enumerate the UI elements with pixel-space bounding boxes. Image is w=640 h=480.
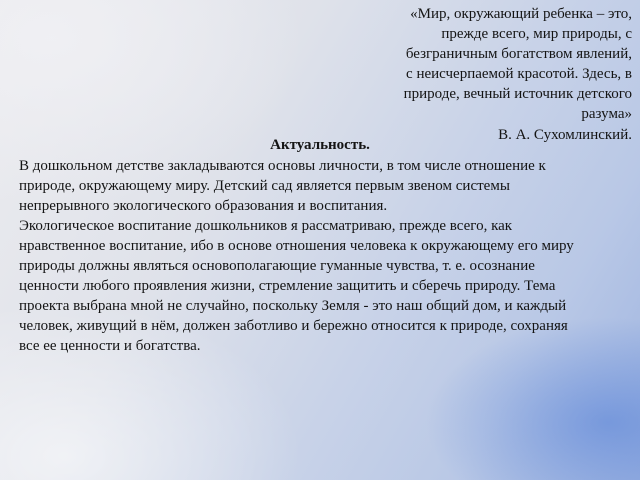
paragraph-line: В дошкольном детстве закладываются основы личности, в том числе отношение к (19, 158, 546, 174)
epigraph-line: с неисчерпаемой красотой. Здесь, в (406, 66, 632, 82)
epigraph-author: В. А. Сухомлинский. (498, 127, 632, 143)
paragraph-line: ценности любого проявления жизни, стремление защитить и сберечь природу. Тема (19, 278, 556, 294)
paragraph-line: все ее ценности и богатства. (19, 338, 201, 354)
paragraph-line: проекта выбрана мной не случайно, поскольку Земля - это наш общий дом, и каждый (19, 298, 567, 314)
paragraph-line: Экологическое воспитание дошкольников я рассматриваю, прежде всего, как (19, 218, 513, 234)
paragraph-line: природы должны являться основополагающие гуманные чувства, т. е. осознание (19, 258, 535, 274)
section-title: Актуальность. (270, 137, 370, 153)
paragraph-line: непрерывного экологического образования и воспитания. (19, 198, 388, 214)
paragraph-line: природе, окружающему миру. Детский сад является первым звеном системы (19, 178, 510, 194)
body-text (19, 156, 631, 356)
epigraph-line: «Мир, окружающий ребенка – это, (410, 6, 632, 22)
paragraph-ecology (19, 216, 631, 356)
paragraph-line: нравственное воспитание, ибо в основе отношения человека к окружающему его миру (19, 238, 574, 254)
paragraph-line: человек, живущий в нём, должен заботливо и бережно относится к природе, сохраняя (19, 318, 568, 334)
epigraph-line: безграничным богатством явлений, (405, 46, 632, 62)
epigraph-line: прежде всего, мир природы, с (441, 26, 632, 42)
epigraph-quote (360, 4, 632, 145)
epigraph-line: разума» (581, 106, 632, 122)
paragraph-intro (19, 156, 631, 216)
epigraph-line: природе, вечный источник детского (403, 86, 632, 102)
